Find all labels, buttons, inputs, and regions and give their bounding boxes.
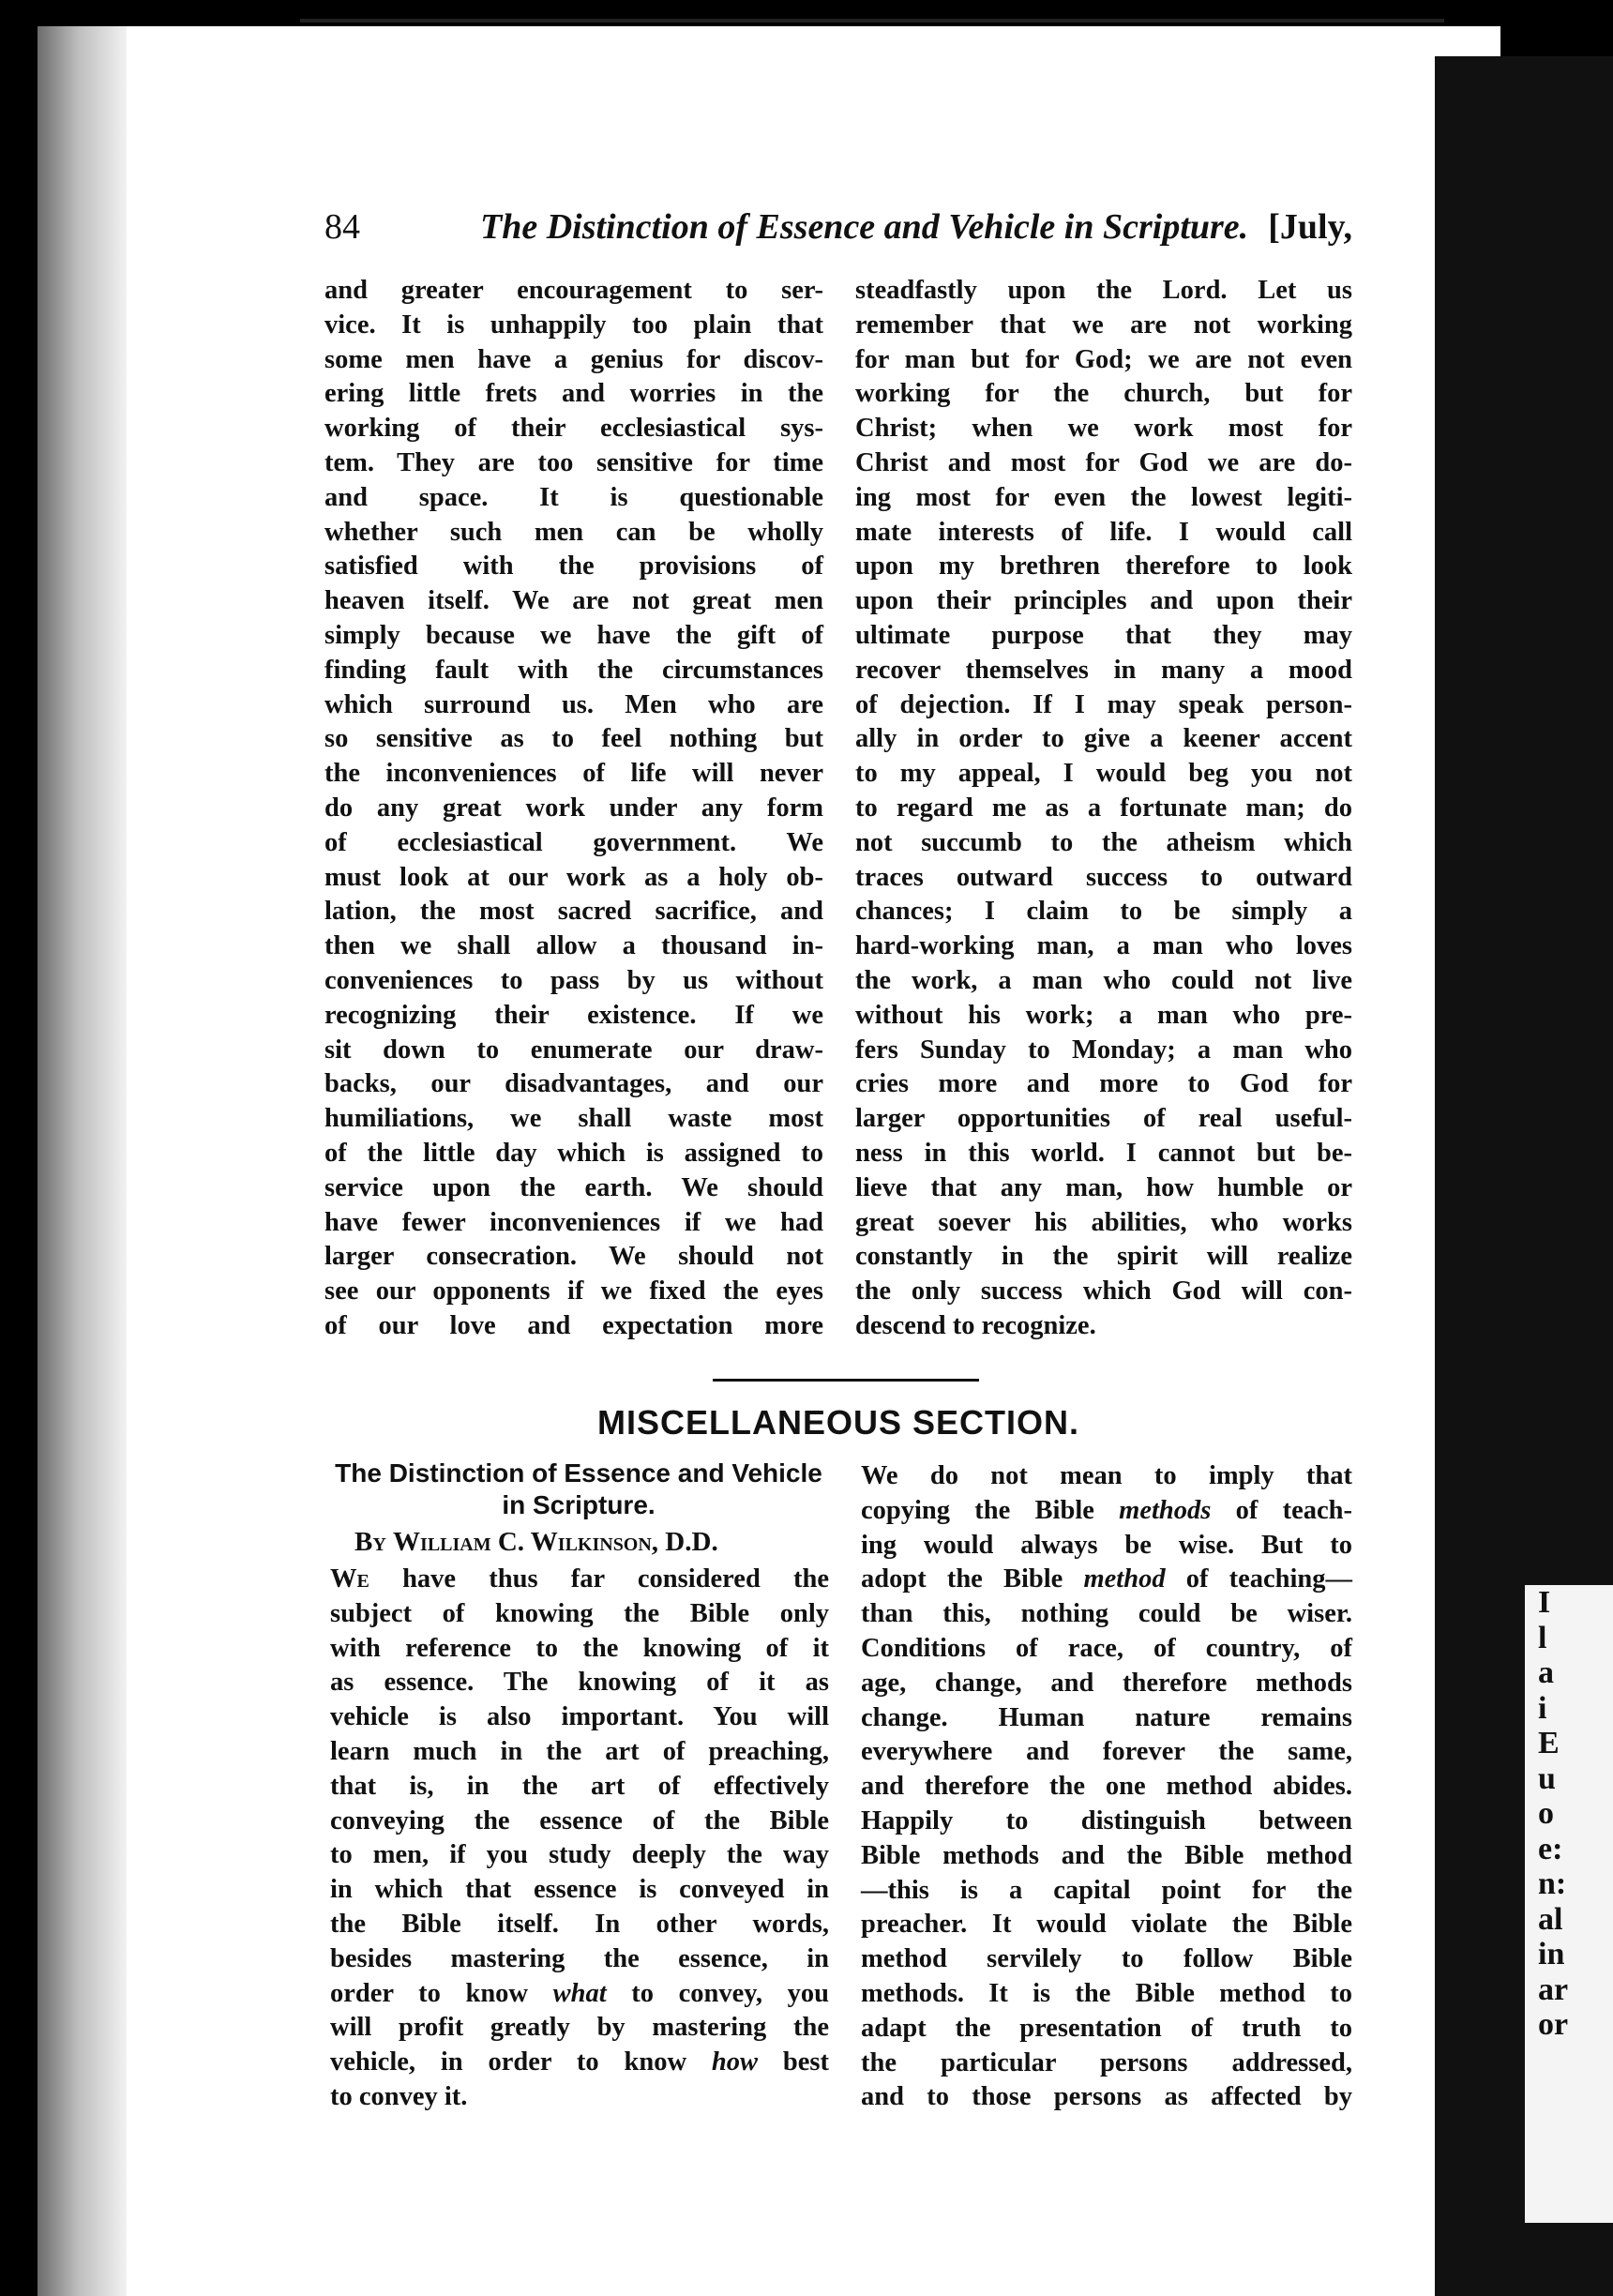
text-line: remember that we are not working [855,310,1352,340]
byline-author: William C. Wilkinson, D.D. [393,1527,718,1557]
emphasis-how: how [711,2047,759,2077]
text-line: ally in order to give a keener accent [855,724,1352,754]
emphasis-what: what [552,1978,607,2008]
emphasis-methods: methods [1119,1495,1212,1525]
text-line: working for the church, but for [855,379,1352,409]
article-line: order to know what to convey, you [330,1978,830,2008]
text-line: Bible methods and the Bible method [861,1840,1352,1870]
text-line: finding fault with the circumstances [324,655,823,685]
text-line: everywhere and forever the same, [861,1737,1352,1767]
text-line: method servilely to follow Bible [861,1944,1352,1974]
article-line: adopt the Bible method of teaching— [861,1564,1353,1594]
text-line: humiliations, we shall waste most [324,1104,823,1134]
text-line: the inconveniences of life will never [324,759,823,789]
article-byline [354,1527,833,1558]
running-month: [July, [1268,207,1352,247]
text-line: hard-working man, a man who loves [855,931,1352,961]
text-line: preacher. It would violate the Bible [861,1910,1352,1940]
column-right [855,274,1352,1344]
fragment-glyph: E [1538,1726,1560,1760]
text-line: lieve that any man, how humble or [855,1172,1352,1202]
text-line: recover themselves in many a mood [855,655,1352,685]
section-divider-rule [713,1379,979,1382]
fragment-glyph: l [1538,1620,1547,1655]
text-line: the work, a man who could not live [855,965,1352,995]
text-line: of dejection. If I may speak person- [855,689,1352,719]
text-line: have fewer inconveniences if we had [324,1207,823,1237]
article-line: copying the Bible methods of teach- [861,1495,1352,1525]
text-line: to regard me as a fortunate man; do [855,793,1352,823]
article-line: vehicle, in order to know how best [330,2047,830,2077]
text-line: then we shall allow a thousand in- [324,931,823,961]
article-title [330,1458,827,1521]
text-line: the only success which God will con- [855,1276,1352,1307]
fragment-glyph: or [1538,2007,1569,2042]
article-column-right [861,1459,1352,2115]
text-line: larger consecration. We should not [324,1242,823,1272]
text-line: as essence. The knowing of it as [330,1668,829,1698]
text-line: backs, our disadvantages, and our [324,1069,823,1099]
text-line: of the little day which is assigned to [324,1138,823,1168]
fragment-glyph: a [1538,1655,1554,1690]
text-line: ing most for even the lowest legiti- [855,482,1352,512]
text-line: not succumb to the atheism which [855,827,1352,857]
text-line: of our love and expectation more [324,1310,823,1340]
page-number: 84 [324,207,360,247]
text-line: upon my brethren therefore to look [855,551,1352,582]
text-line: chances; I claim to be simply a [855,897,1352,927]
text-line: do any great work under any form [324,793,823,823]
text-line: the Bible itself. In other words, [330,1909,829,1939]
text-line: in which that essence is conveyed in [330,1875,829,1905]
text-line: to men, if you study deeply the way [330,1840,829,1870]
text-line: must look at our work as a holy ob- [324,862,823,892]
article-column-left [330,1563,829,2115]
text-line: ering little frets and worries in the [324,379,823,409]
byline-prefix: By [354,1527,386,1557]
text-line: sit down to enumerate our draw- [324,1035,823,1065]
article-line: We have thus far considered the [330,1564,830,1594]
text-line: and space. It is questionable [324,482,823,512]
text-line: working of their ecclesiastical sys- [324,414,823,444]
article-title-line-1: The Distinction of Essence and Vehicle [335,1458,822,1488]
running-title: The Distinction of Essence and Vehicle in Scripture. [480,207,1249,247]
dropcap-word: We [330,1564,369,1594]
text-line: whether such men can be wholly [324,517,823,547]
text-line: some men have a genius for discov- [324,344,823,374]
text-line: great soever his abilities, who works [855,1207,1352,1237]
text-line: traces outward success to outward [855,862,1352,892]
text-line: see our opponents if we fixed the eyes [324,1276,823,1307]
fragment-glyph: al [1538,1901,1563,1937]
text-line: Christ; when we work most for [855,414,1352,444]
text-line: conveniences to pass by us without [324,965,823,995]
text-line: satisfied with the provisions of [324,551,823,582]
text-line: so sensitive as to feel nothing but [324,724,823,754]
text-line: Happily to distinguish between [861,1805,1352,1835]
fragment-glyph: o [1538,1796,1554,1831]
text-line: of ecclesiastical government. We [324,827,823,857]
text-line: tem. They are too sensitive for time [324,447,823,477]
text-line: which surround us. Men who are [324,689,823,719]
fragment-glyph: u [1538,1760,1556,1796]
text-line: besides mastering the essence, in [330,1943,829,1973]
text-line: the particular persons addressed, [861,2047,1352,2077]
text-line: and greater encouragement to ser- [324,276,823,305]
text-line: than this, nothing could be wiser. [861,1599,1352,1629]
fragment-glyph: ar [1538,1971,1569,2007]
article-line: to convey it. [330,2081,468,2111]
text-line: that is, in the art of effectively [330,1771,829,1801]
text-line: conveying the essence of the Bible [330,1805,829,1835]
article-line: We do not mean to imply that [861,1461,1352,1490]
article-line: will profit greatly by mastering the [330,2013,829,2043]
text-line: steadfastly upon the Lord. Let us [855,276,1352,305]
text-line: ness in this world. I cannot but be- [855,1138,1352,1168]
column-left [324,274,823,1344]
article-line: ing would always be wise. But to [861,1530,1352,1560]
text-line: cries more and more to God for [855,1069,1352,1099]
text-line: heaven itself. We are not great men [324,586,823,616]
binding-gutter-shadow [38,26,127,2296]
text-line: learn much in the art of preaching, [330,1736,829,1766]
text-line: with reference to the knowing of it [330,1633,829,1663]
text-line: recognizing their existence. If we [324,1000,823,1030]
text-line: simply because we have the gift of [324,620,823,650]
text-line: subject of knowing the Bible only [330,1598,829,1628]
fragment-glyph: n: [1538,1866,1567,1901]
text-line: fers Sunday to Monday; a man who [855,1035,1352,1065]
fragment-glyph: i [1538,1690,1547,1726]
article-title-line-2: in Scripture. [502,1490,656,1519]
fragment-glyph: e: [1538,1831,1563,1866]
text-line: and therefore the one method abides. [861,1772,1352,1802]
text-line: upon their principles and upon their [855,586,1352,616]
text-line: lation, the most sacred sacrifice, and [324,897,823,927]
fragment-glyph: I [1538,1585,1551,1620]
text-line: mate interests of life. I would call [855,517,1352,547]
text-line: to my appeal, I would beg you not [855,759,1352,789]
text-line: service upon the earth. We should [324,1172,823,1202]
text-line: for man but for God; we are not even [855,344,1352,374]
text-line: vice. It is unhappily too plain that [324,310,823,340]
text-line: —this is a capital point for the [861,1875,1352,1905]
top-edge-rule [300,19,1444,23]
text-line: constantly in the spirit will realize [855,1242,1352,1272]
text-line: Christ and most for God we are do- [855,447,1352,477]
text-line: methods. It is the Bible method to [861,1978,1352,2008]
running-head [324,206,1352,253]
text-line: larger opportunities of real useful- [855,1104,1352,1134]
section-heading: MISCELLANEOUS SECTION. [596,1403,1080,1442]
text-line: age, change, and therefore methods [861,1668,1352,1698]
text-line: adapt the presentation of truth to [861,2013,1352,2043]
text-line: and to those persons as affected by [861,2082,1352,2112]
fragment-glyph: in [1538,1937,1565,1971]
text-line: without his work; a man who pre- [855,1000,1352,1030]
emphasis-method: method [1083,1564,1166,1594]
adjacent-page-fragment [1525,1585,1613,2223]
text-line: change. Human nature remains [861,1702,1352,1732]
text-line: ultimate purpose that they may [855,620,1352,650]
text-line: vehicle is also important. You will [330,1702,829,1732]
text-line: Conditions of race, of country, of [861,1633,1352,1663]
text-line: descend to recognize. [855,1310,1096,1340]
